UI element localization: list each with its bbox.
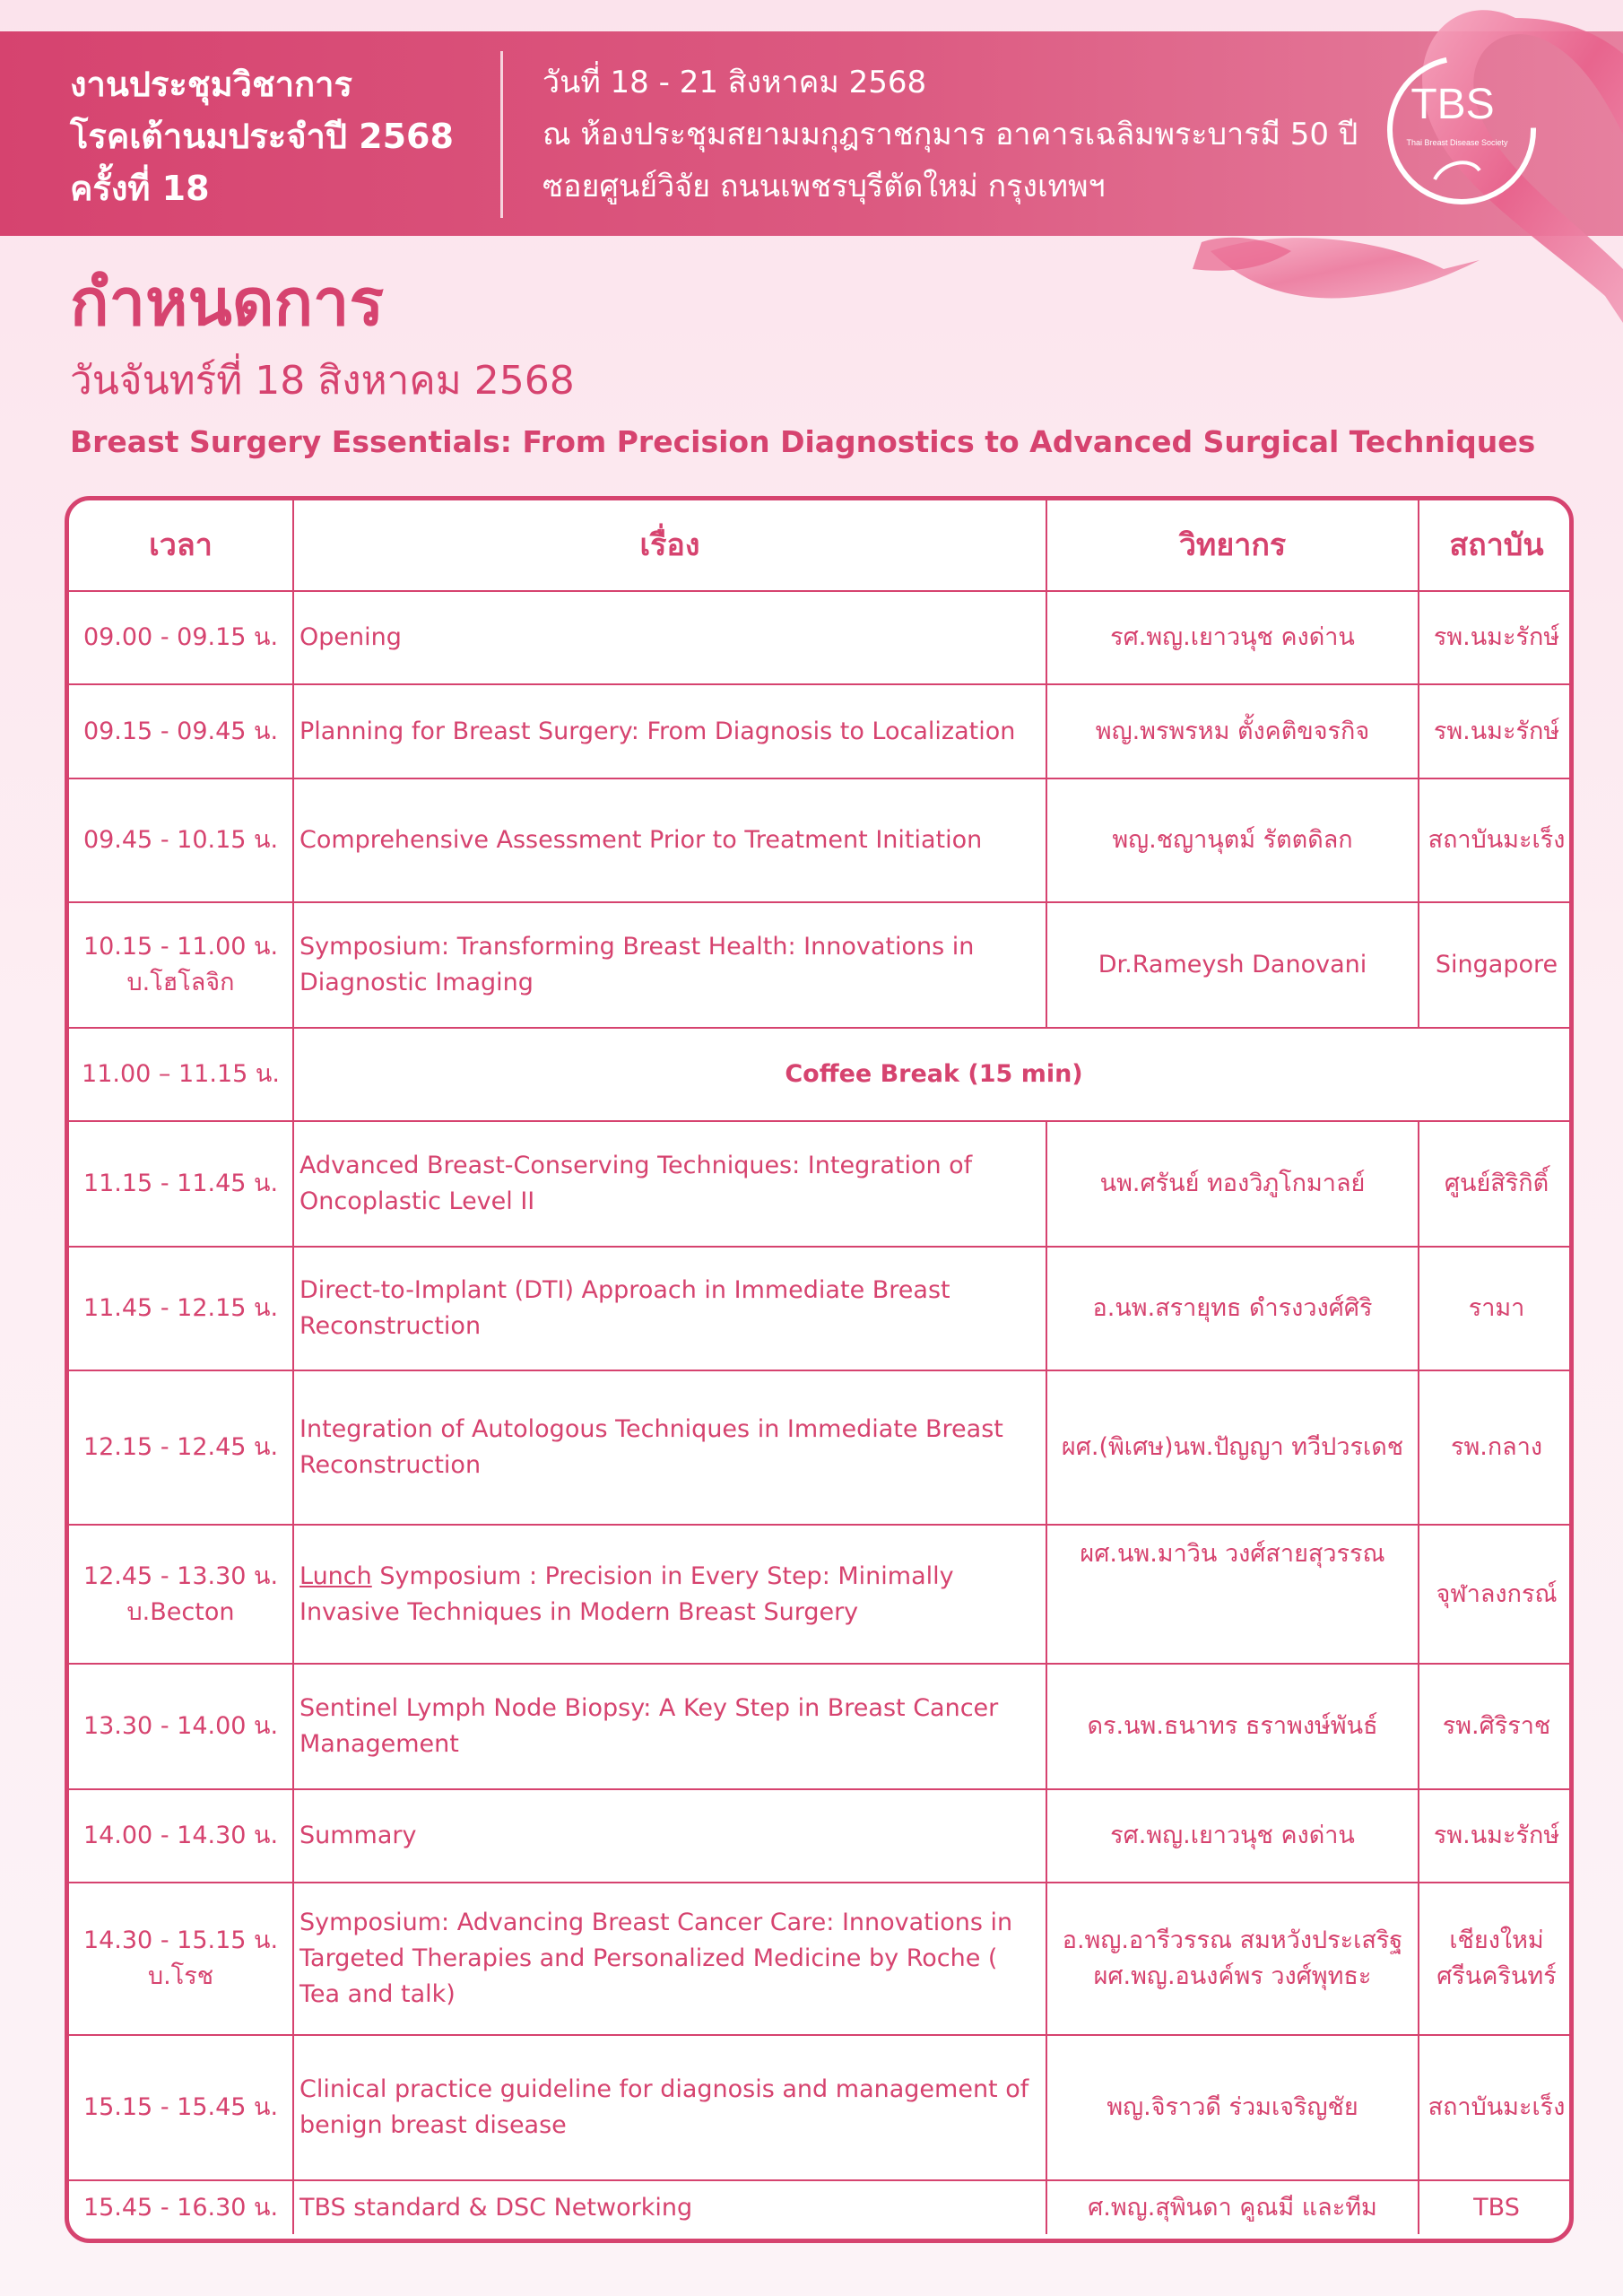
time-cell: 11.15 - 11.45 น.	[69, 1121, 293, 1247]
speaker-cell: นพ.ศรันย์ ทองวิภูโกมาลย์	[1046, 1121, 1419, 1247]
institution-cell: รพ.นมะรักษ์	[1419, 1789, 1574, 1883]
topic-cell: Symposium: Transforming Breast Health: Innovations in Diagnostic Imaging	[293, 902, 1046, 1028]
time-text: 12.45 - 13.30 น.	[82, 1561, 279, 1590]
break-row	[69, 1028, 1574, 1121]
session-theme: Breast Surgery Essentials: From Precision Diagnostics to Advanced Surgical Techniques	[70, 424, 1536, 459]
sponsor-text: บ.Becton	[126, 1597, 235, 1626]
time-cell: 09.45 - 10.15 น.	[69, 778, 293, 902]
topic-cell: Summary	[293, 1789, 1046, 1883]
topic-cell: Opening	[293, 591, 1046, 684]
table-row	[69, 1525, 1574, 1664]
institution-cell: TBS	[1419, 2180, 1574, 2234]
time-cell	[69, 1883, 293, 2035]
time-cell: 12.15 - 12.45 น.	[69, 1370, 293, 1525]
institution-cell: รพ.ศิริราช	[1419, 1664, 1574, 1789]
table-row	[69, 1370, 1574, 1525]
institution-cell: สถาบันมะเร็ง	[1419, 778, 1574, 902]
institution-cell: รพ.กลาง	[1419, 1370, 1574, 1525]
time-cell	[69, 1525, 293, 1664]
table-row	[69, 778, 1574, 902]
speaker-cell: พญ.ชญานุตม์ รัตตดิลก	[1046, 778, 1419, 902]
topic-cell: Direct-to-Implant (DTI) Approach in Immediate Breast Reconstruction	[293, 1247, 1046, 1370]
speaker-cell: ผศ.(พิเศษ)นพ.ปัญญา ทวีปวรเดช	[1046, 1370, 1419, 1525]
schedule-table	[65, 496, 1574, 2243]
tbs-logo	[1372, 45, 1551, 224]
venue-line: ซอยศูนย์วิจัย ถนนเพชรบุรีตัดใหม่ กรุงเทพฯ	[542, 169, 1106, 204]
speaker-cell: รศ.พญ.เยาวนุช คงด่าน	[1046, 591, 1419, 684]
topic-underlined: Lunch	[299, 1561, 372, 1590]
column-header-topic: เรื่อง	[293, 500, 1046, 591]
table-row	[69, 1883, 1574, 2035]
institution-cell: ศูนย์สิริกิติ์	[1419, 1121, 1574, 1247]
speaker-cell: ดร.นพ.ธนาทร ธราพงษ์พันธ์	[1046, 1664, 1419, 1789]
page-title: กำหนดการ	[70, 265, 385, 340]
conference-title-line: งานประชุมวิชาการ	[70, 65, 352, 104]
table-row	[69, 2180, 1574, 2234]
time-cell: 15.45 - 16.30 น.	[69, 2180, 293, 2234]
time-cell: 11.00 – 11.15 น.	[69, 1028, 293, 1121]
institution-text: ศรีนครินทร์	[1436, 1962, 1557, 1990]
logo-text: TBS	[1410, 81, 1495, 128]
time-cell: 11.45 - 12.15 น.	[69, 1247, 293, 1370]
logo-subtext: Thai Breast Disease Society	[1406, 138, 1508, 147]
institution-cell: จุฬาลงกรณ์	[1419, 1525, 1574, 1664]
topic-cell: Symposium: Advancing Breast Cancer Care: Innovations in Targeted Therapies and Personalized Medicine by Roche ( Tea and talk)	[293, 1883, 1046, 2035]
speaker-cell: อ.นพ.สรายุทธ ดำรงวงศ์ศิริ	[1046, 1247, 1419, 1370]
institution-cell	[1419, 1883, 1574, 2035]
table-row	[69, 1121, 1574, 1247]
table-row	[69, 591, 1574, 684]
institution-cell: สถาบันมะเร็ง	[1419, 2035, 1574, 2180]
speaker-cell	[1046, 1883, 1419, 2035]
topic-cell: Comprehensive Assessment Prior to Treatment Initiation	[293, 778, 1046, 902]
table-row	[69, 1247, 1574, 1370]
sponsor-text: บ.โรช	[147, 1962, 214, 1990]
topic-cell: Sentinel Lymph Node Biopsy: A Key Step in Breast Cancer Management	[293, 1664, 1046, 1789]
institution-cell: รพ.นมะรักษ์	[1419, 591, 1574, 684]
topic-cell	[293, 1525, 1046, 1664]
coffee-break-label: Coffee Break (15 min)	[293, 1028, 1574, 1121]
topic-text: Symposium : Precision in Every Step: Minimally Invasive Techniques in Modern Breast Surgery	[299, 1561, 954, 1626]
event-date: วันจันทร์ที่ 18 สิงหาคม 2568	[70, 358, 575, 404]
speaker-cell: Dr.Rameysh Danovani	[1046, 902, 1419, 1028]
speaker-cell: ศ.พญ.สุพินดา คูณมี และทีม	[1046, 2180, 1419, 2234]
topic-cell: Clinical practice guideline for diagnosis and management of benign breast disease	[293, 2035, 1046, 2180]
time-cell: 15.15 - 15.45 น.	[69, 2035, 293, 2180]
table-row	[69, 2035, 1574, 2180]
institution-cell: รพ.นมะรักษ์	[1419, 684, 1574, 778]
conference-title-line: ครั้งที่ 18	[70, 169, 210, 208]
topic-cell: Planning for Breast Surgery: From Diagnosis to Localization	[293, 684, 1046, 778]
time-text: 10.15 - 11.00 น.	[82, 933, 279, 961]
time-cell: 09.00 - 09.15 น.	[69, 591, 293, 684]
institution-cell: Singapore	[1419, 902, 1574, 1028]
speaker-cell: พญ.จิราวดี ร่วมเจริญชัย	[1046, 2035, 1419, 2180]
table-header-row	[69, 500, 1574, 591]
speaker-cell: พญ.พรพรหม ตั้งคติขจรกิจ	[1046, 684, 1419, 778]
speaker-cell: ผศ.นพ.มาวิน วงศ์สายสุวรรณ	[1046, 1525, 1419, 1664]
institution-text: เชียงใหม่	[1449, 1926, 1544, 1954]
table-row	[69, 1789, 1574, 1883]
venue-line: วันที่ 18 - 21 สิงหาคม 2568	[542, 65, 927, 100]
time-cell: 09.15 - 09.45 น.	[69, 684, 293, 778]
column-header-time: เวลา	[69, 500, 293, 591]
topic-cell: TBS standard & DSC Networking	[293, 2180, 1046, 2234]
speaker-text: อ.พญ.อารีวรรณ สมหวังประเสริฐ	[1062, 1926, 1403, 1954]
column-header-institution: สถาบัน	[1419, 500, 1574, 591]
time-cell: 13.30 - 14.00 น.	[69, 1664, 293, 1789]
speaker-text: ผศ.พญ.อนงค์พร วงศ์พุทธะ	[1093, 1962, 1372, 1990]
conference-title	[70, 58, 491, 214]
table-row	[69, 684, 1574, 778]
topic-cell: Integration of Autologous Techniques in Immediate Breast Reconstruction	[293, 1370, 1046, 1525]
venue-line: ณ ห้องประชุมสยามมกุฎราชกุมาร อาคารเฉลิมพระบารมี 50 ปี	[542, 117, 1358, 152]
header-divider	[500, 51, 503, 218]
table-row	[69, 1664, 1574, 1789]
speaker-cell: รศ.พญ.เยาวนุช คงด่าน	[1046, 1789, 1419, 1883]
column-header-speaker: วิทยากร	[1046, 500, 1419, 591]
topic-cell: Advanced Breast-Conserving Techniques: Integration of Oncoplastic Level II	[293, 1121, 1046, 1247]
time-cell	[69, 902, 293, 1028]
time-cell: 14.00 - 14.30 น.	[69, 1789, 293, 1883]
institution-cell: รามา	[1419, 1247, 1574, 1370]
conference-title-line: โรคเต้านมประจำปี 2568	[70, 117, 454, 156]
time-text: 14.30 - 15.15 น.	[82, 1926, 279, 1954]
sponsor-text: บ.โฮโลจิก	[126, 969, 235, 996]
table-row	[69, 902, 1574, 1028]
